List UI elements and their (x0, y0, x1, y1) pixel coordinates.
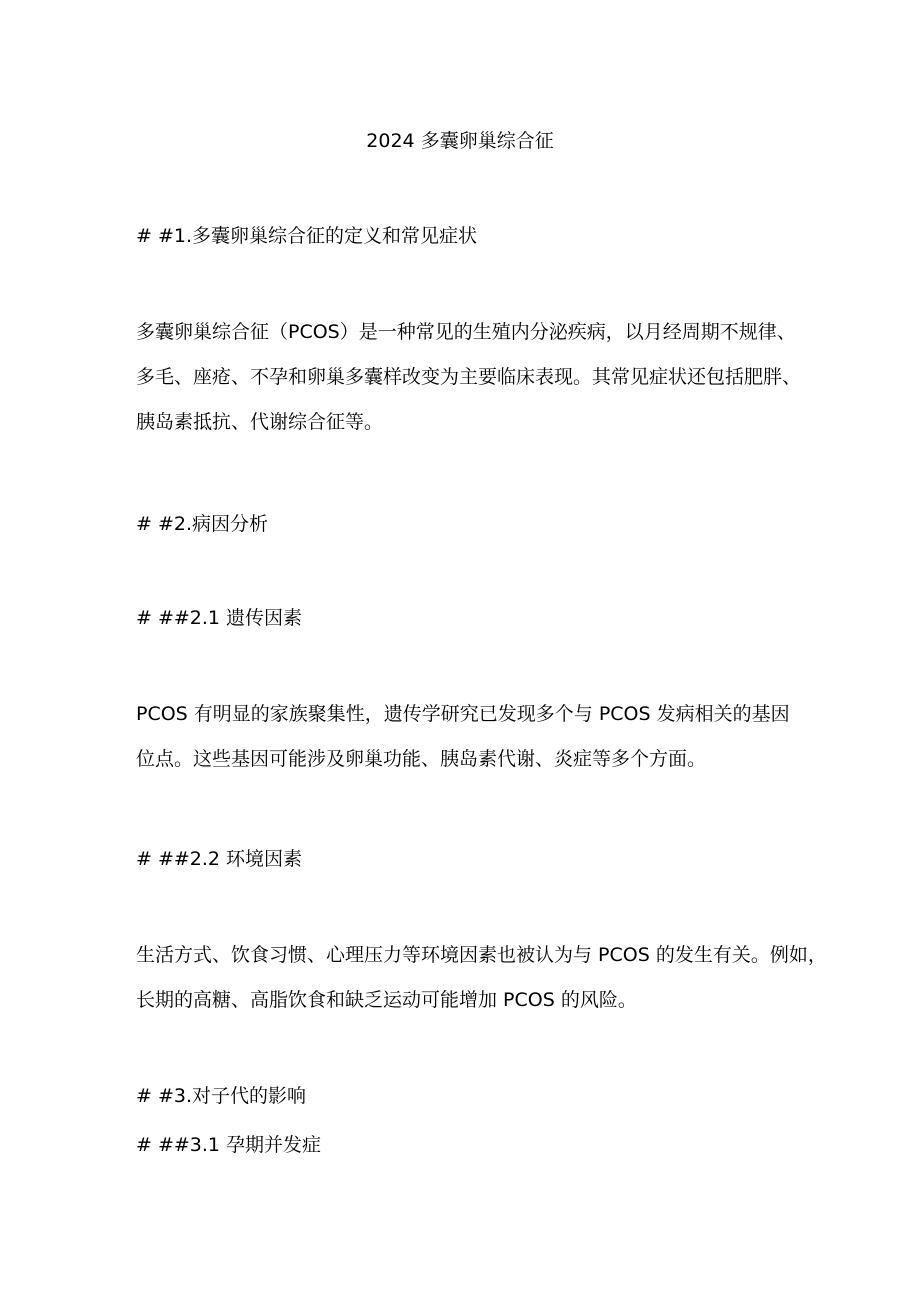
paragraph-line: PCOS 有明显的家族聚集性，遗传学研究已发现多个与 PCOS 发病相关的基因 (136, 703, 790, 725)
paragraph-line: 多囊卵巢综合征（PCOS）是一种常见的生殖内分泌疾病，以月经周期不规律、 (136, 321, 796, 343)
paragraph-genetics (136, 692, 796, 782)
paragraph-line: 多毛、座疮、不孕和卵巢多囊样改变为主要临床表现。其常见症状还包括肥胖、 (136, 366, 802, 388)
paragraph-line: 胰岛素抵抗、代谢综合征等。 (136, 411, 384, 433)
paragraph-definition (136, 310, 802, 445)
paragraph-line: 位点。这些基因可能涉及卵巢功能、胰岛素代谢、炎症等多个方面。 (136, 748, 707, 770)
subsection-heading-2-1: # ##2.1 遗传因素 (136, 607, 303, 629)
subsection-heading-2-2: # ##2.2 环境因素 (136, 848, 303, 870)
section-heading-1: # #1.多囊卵巢综合征的定义和常见症状 (136, 225, 478, 247)
paragraph-line: 生活方式、饮食习惯、心理压力等环境因素也被认为与 PCOS 的发生有关。例如， (136, 944, 827, 966)
paragraph-line: 长期的高糖、高脂饮食和缺乏运动可能增加 PCOS 的风险。 (136, 989, 637, 1011)
subsection-heading-3-1: # ##3.1 孕期并发症 (136, 1134, 322, 1156)
document-title: 2024 多囊卵巢综合征 (366, 130, 554, 152)
paragraph-environment (136, 933, 827, 1023)
section-heading-2: # #2.病因分析 (136, 513, 269, 535)
section-heading-3: # #3.对子代的影响 (136, 1085, 307, 1107)
